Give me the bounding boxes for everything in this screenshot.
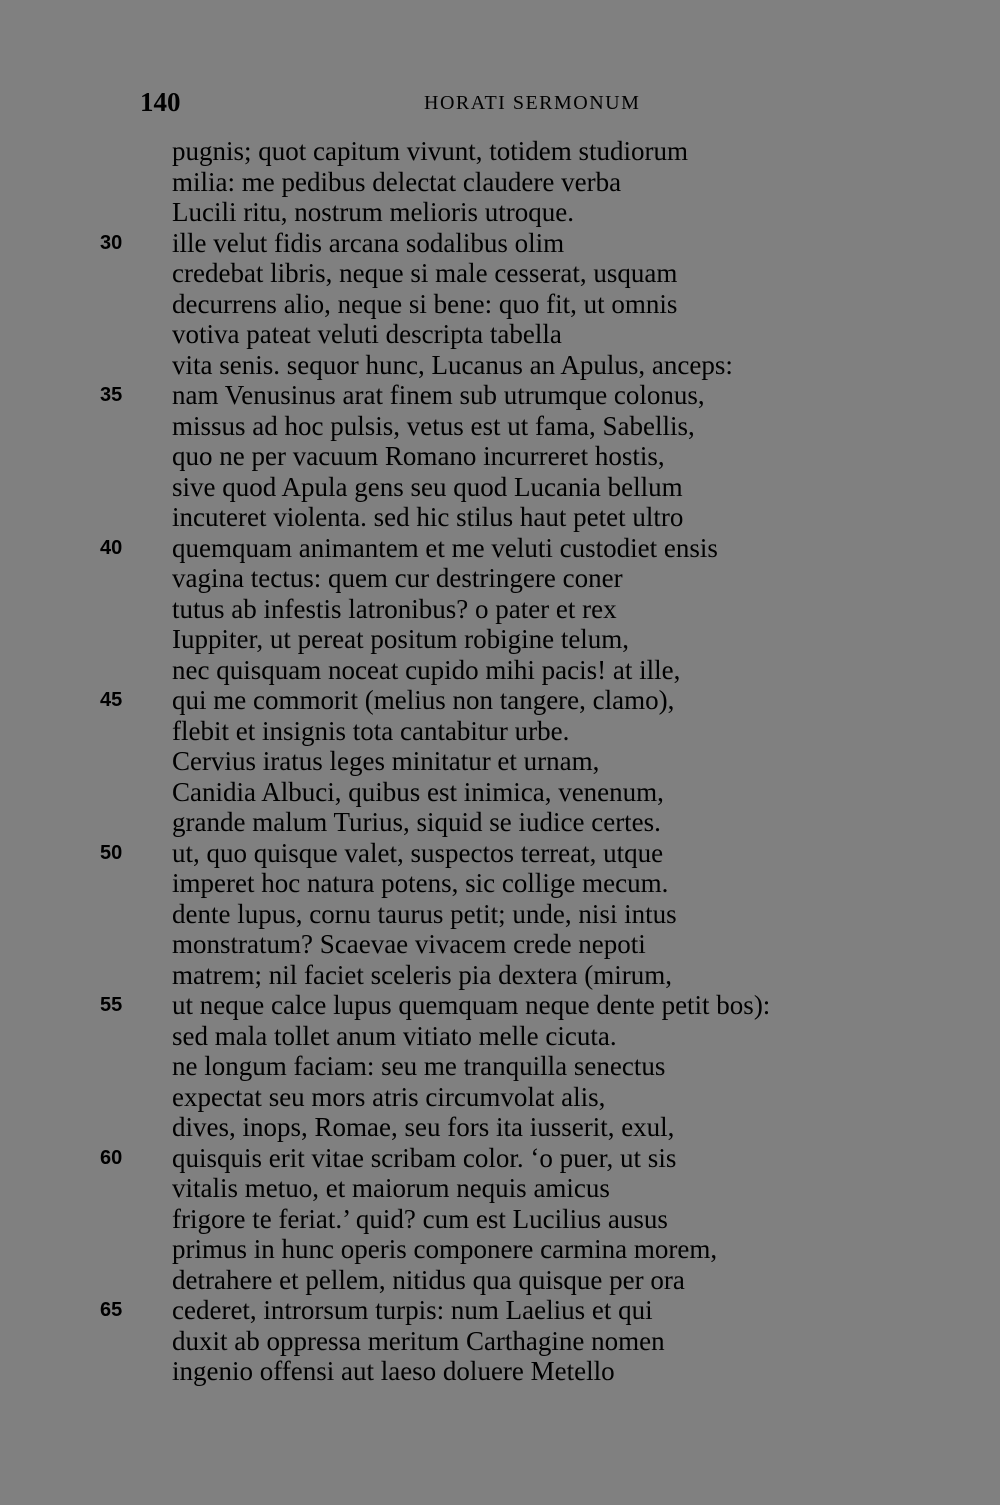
verse-line — [0, 746, 1000, 777]
page-number: 140 — [140, 87, 181, 117]
verse-line-text: expectat seu mors atris circumvolat alis, — [172, 1081, 606, 1112]
verse-line-text: frigore te feriat.’ quid? cum est Lucilius ausus — [172, 1203, 668, 1234]
verse-line — [0, 899, 1000, 930]
verse-line-text: nec quisquam noceat cupido mihi pacis! at ille, — [172, 654, 681, 685]
verse-line — [0, 289, 1000, 320]
verse-line — [0, 807, 1000, 838]
verse-line-text: vagina tectus: quem cur destringere coner — [172, 563, 623, 593]
verse-line — [0, 1295, 1000, 1326]
verse-line — [0, 960, 1000, 991]
verse-line-text: sed mala tollet anum vitiato melle cicuta. — [172, 1020, 617, 1051]
verse-line-text: vitalis metuo, et maiorum nequis amicus — [172, 1173, 610, 1203]
verse-line-text: duxit ab oppressa meritum Carthagine nomen — [172, 1325, 665, 1356]
verse-line-text: flebit et insignis tota cantabitur urbe. — [172, 715, 570, 746]
verse-line-text: dives, inops, Romae, seu fors ita iusserit, exul, — [172, 1112, 675, 1142]
verse-line-text: missus ad hoc pulsis, vetus est ut fama, Sabellis, — [172, 410, 695, 441]
verse-line-text: ut, quo quisque valet, suspectos terreat, utque — [172, 837, 664, 868]
verse-line — [0, 685, 1000, 716]
verse-line-text: ingenio offensi aut laeso doluere Metello — [172, 1356, 615, 1386]
verse-line-text: ne longum faciam: seu me tranquilla senectus — [172, 1051, 666, 1081]
verse-line — [0, 1204, 1000, 1235]
verse-line — [0, 838, 1000, 869]
verse-line — [0, 929, 1000, 960]
verse-line-text: qui me commorit (melius non tangere, clamo), — [172, 685, 675, 715]
verse-line — [0, 1356, 1000, 1387]
verse-line — [0, 990, 1000, 1021]
verse-line — [0, 197, 1000, 228]
verse-line — [0, 1021, 1000, 1052]
verse-line-text: ille velut fidis arcana sodalibus olim — [172, 227, 565, 258]
verse-line — [0, 167, 1000, 198]
verse-line — [0, 1265, 1000, 1296]
verse-line — [0, 1082, 1000, 1113]
verse-line — [0, 624, 1000, 655]
verse-line-text: ut neque calce lupus quemquam neque dente petit bos): — [172, 990, 771, 1020]
verse-line-text: nam Venusinus arat finem sub utrumque colonus, — [172, 380, 705, 410]
running-title: HORATI SERMONUM — [424, 92, 641, 114]
verse-line-text: decurrens alio, neque si bene: quo fit, ut omnis — [172, 288, 678, 319]
verse-line-text: tutus ab infestis latronibus? o pater et rex — [172, 593, 617, 624]
verse-line-text: pugnis; quot capitum vivunt, totidem studiorum — [172, 136, 688, 166]
verse-line-text: Canidia Albuci, quibus est inimica, venenum, — [172, 776, 664, 807]
verse-line-text: imperet hoc natura potens, sic collige mecum. — [172, 868, 669, 898]
line-number: 65 — [100, 1299, 123, 1321]
verse-line-text: grande malum Turius, siquid se iudice certes. — [172, 807, 661, 837]
verse-line-text: votiva pateat veluti descripta tabella — [172, 319, 562, 349]
verse-line — [0, 1112, 1000, 1143]
verse-line-text: Cervius iratus leges minitatur et urnam, — [172, 746, 600, 776]
verse-line — [0, 1051, 1000, 1082]
verse-line-text: vita senis. sequor hunc, Lucanus an Apulus, anceps: — [172, 349, 733, 380]
verse-line — [0, 594, 1000, 625]
line-number: 60 — [100, 1146, 123, 1169]
verse-line — [0, 350, 1000, 381]
verse-text-block — [0, 136, 1000, 1387]
verse-line — [0, 258, 1000, 289]
verse-line — [0, 563, 1000, 594]
verse-line-text: quemquam animantem et me veluti custodiet ensis — [172, 532, 718, 563]
verse-line — [0, 411, 1000, 442]
line-number: 35 — [100, 384, 123, 406]
page-header — [0, 84, 1000, 120]
verse-line — [0, 1326, 1000, 1357]
verse-line — [0, 1173, 1000, 1204]
verse-line-text: quisquis erit vitae scribam color. ‘o puer, ut sis — [172, 1142, 677, 1173]
verse-line — [0, 502, 1000, 533]
verse-line — [0, 319, 1000, 350]
verse-line — [0, 228, 1000, 259]
verse-line — [0, 533, 1000, 564]
verse-line-text: dente lupus, cornu taurus petit; unde, nisi intus — [172, 898, 677, 929]
verse-line — [0, 472, 1000, 503]
verse-line-text: detrahere et pellem, nitidus qua quisque per ora — [172, 1264, 685, 1295]
line-number: 55 — [100, 994, 123, 1016]
verse-line-text: monstratum? Scaevae vivacem crede nepoti — [172, 929, 646, 959]
verse-line — [0, 136, 1000, 167]
verse-line-text: incuteret violenta. sed hic stilus haut petet ultro — [172, 502, 684, 532]
verse-line — [0, 868, 1000, 899]
verse-line-text: cederet, introrsum turpis: num Laelius et qui — [172, 1295, 653, 1325]
verse-line-text: primus in hunc operis componere carmina morem, — [172, 1234, 718, 1264]
verse-line — [0, 777, 1000, 808]
verse-line — [0, 716, 1000, 747]
verse-line-text: Lucili ritu, nostrum melioris utroque. — [172, 197, 574, 227]
verse-line — [0, 1143, 1000, 1174]
line-number: 50 — [100, 841, 123, 864]
verse-line — [0, 441, 1000, 472]
line-number: 45 — [100, 689, 123, 711]
verse-line-text: quo ne per vacuum Romano incurreret hostis, — [172, 441, 665, 471]
verse-line-text: sive quod Apula gens seu quod Lucania bellum — [172, 471, 683, 502]
verse-line-text: matrem; nil faciet sceleris pia dextera (mirum, — [172, 959, 673, 990]
verse-line — [0, 655, 1000, 686]
verse-line — [0, 1234, 1000, 1265]
line-number: 40 — [100, 536, 123, 559]
verse-line-text: Iuppiter, ut pereat positum robigine telum, — [172, 624, 630, 654]
verse-line-text: credebat libris, neque si male cesserat, usquam — [172, 258, 678, 288]
verse-line — [0, 380, 1000, 411]
verse-line-text: milia: me pedibus delectat claudere verba — [172, 166, 622, 197]
line-number: 30 — [100, 231, 123, 254]
